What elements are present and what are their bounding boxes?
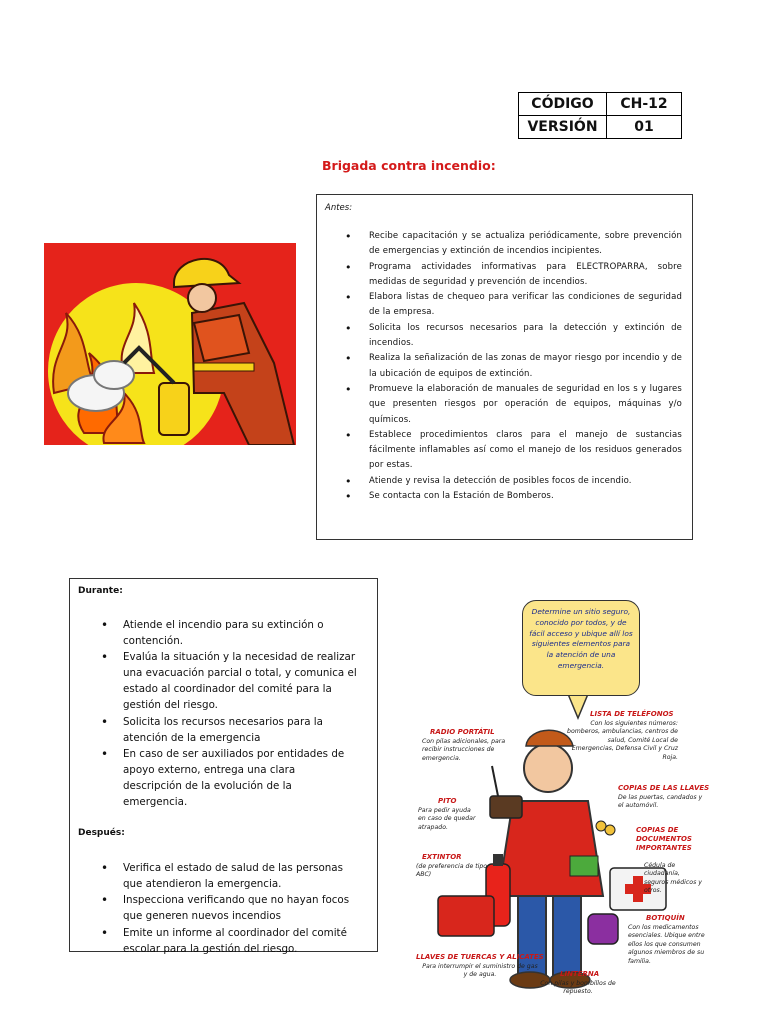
- list-item: • Emite un informe al coordinador del comité escolar para la gestión del riesgo.: [78, 925, 369, 957]
- list-item: • Atiende el incendio para su extinción o contención.: [78, 617, 369, 649]
- telefonos-description: Con los siguientes números: bomberos, ambulancias, centros de salud, Comité Local de Emergencias, Defensa Civil y Cruz Roja.: [567, 720, 678, 761]
- list-item: • En caso de ser auxiliados por entidades de apoyo externo, entrega una clara descripción de la evolución de la emergencia.: [78, 746, 369, 810]
- copias-llaves-description: De las puertas, candados y el automóvil.: [618, 794, 703, 810]
- list-item: • Realiza la señalización de las zonas de mayor riesgo por incendio y de la ubicación de equipos de extinción.: [325, 351, 682, 382]
- list-item: • Solicita los recursos necesarios para la atención de la emergencia: [78, 714, 369, 746]
- durante-heading: Durante:: [78, 586, 123, 596]
- telefonos-label: LISTA DE TELÉFONOS: [590, 710, 674, 718]
- pito-description: Para pedir ayuda en caso de quedar atrapado.: [418, 807, 476, 831]
- copias-llaves-label: COPIAS DE LAS LLAVES: [618, 784, 710, 792]
- antes-heading: Antes:: [325, 203, 353, 213]
- version-row: [519, 116, 682, 139]
- list-item: • Atiende y revisa la detección de posibles focos de incendio.: [325, 474, 682, 489]
- list-item: • Recibe capacitación y se actualiza periódicamente, sobre prevención de emergencias y extinción de incendios incipientes.: [325, 229, 682, 260]
- extintor-description: (de preferencia de tipo ABC): [416, 863, 488, 879]
- llaves-description: Para interrumpir el suministro de gas y de agua.: [422, 963, 538, 979]
- list-item: • Elabora listas de chequeo para verificar las condiciones de seguridad de la empresa.: [325, 290, 682, 321]
- copias-documentos-description: Cédula de ciudadanía, seguros médicos y otros.: [644, 862, 702, 895]
- list-item: • Verifica el estado de salud de las personas que atendieron la emergencia.: [78, 860, 369, 892]
- durante-despues-section: [69, 578, 378, 955]
- extintor-label: EXTINTOR: [422, 853, 462, 861]
- copias-documentos-label: COPIAS DE DOCUMENTOS IMPORTANTES: [636, 826, 692, 852]
- code-row: [519, 93, 682, 116]
- linterna-description: Con pilas y bombillos de repuesto.: [540, 980, 616, 996]
- antes-list: [325, 229, 682, 504]
- durante-list: [78, 617, 369, 810]
- document-code-table: [518, 92, 682, 139]
- list-item: • Inspecciona verificando que no hayan focos que generen nuevos incendios: [78, 892, 369, 924]
- radio-label: RADIO PORTÁTIL: [430, 728, 495, 736]
- code-label: CÓDIGO: [519, 93, 607, 116]
- emergency-kit-illustration: [398, 596, 710, 1024]
- speech-bubble: Determine un sitio seguro, conocido por todos, y de fácil acceso y ubique allí los siguientes elementos para la atención de una emergencia.: [522, 600, 640, 696]
- list-item: • Programa actividades informativas para ELECTROPARRA, sobre medidas de seguridad y prevención de incendios.: [325, 260, 682, 291]
- version-label: VERSIÓN: [519, 116, 607, 139]
- pito-label: PITO: [438, 797, 457, 805]
- code-value: CH-12: [607, 93, 682, 116]
- list-item: • Establece procedimientos claros para el manejo de sustancias fácilmente inflamables así como el manejo de los residuos generados por estas.: [325, 428, 682, 474]
- despues-list: [78, 860, 369, 957]
- page-title: Brigada contra incendio:: [322, 158, 496, 173]
- list-item: • Se contacta con la Estación de Bomberos.: [325, 489, 682, 504]
- version-value: 01: [607, 116, 682, 139]
- radio-description: Con pilas adicionales, para recibir instrucciones de emergencia.: [422, 738, 506, 762]
- botiquin-label: BOTIQUÍN: [646, 914, 685, 922]
- list-item: • Evalúa la situación y la necesidad de realizar una evacuación parcial o total, y comunica el estado al coordinador del comité para la gestión del riesgo.: [78, 649, 369, 713]
- list-item: • Solicita los recursos necesarios para la detección y extinción de incendios.: [325, 321, 682, 352]
- firefighter-illustration: [44, 243, 296, 445]
- despues-heading: Después:: [78, 828, 125, 839]
- botiquin-description: Con los medicamentos esenciales. Ubique entre ellos los que consumen algunos miembros de su familia.: [628, 924, 705, 965]
- list-item: • Promueve la elaboración de manuales de seguridad en los s y lugares que presenten riesgos por operación de equipos, máquinas y/o químicos.: [325, 382, 682, 428]
- antes-section: [316, 194, 693, 540]
- linterna-label: LINTERNA: [560, 970, 600, 978]
- llaves-label: LLAVES DE TUERCAS Y ALICATES: [416, 953, 544, 961]
